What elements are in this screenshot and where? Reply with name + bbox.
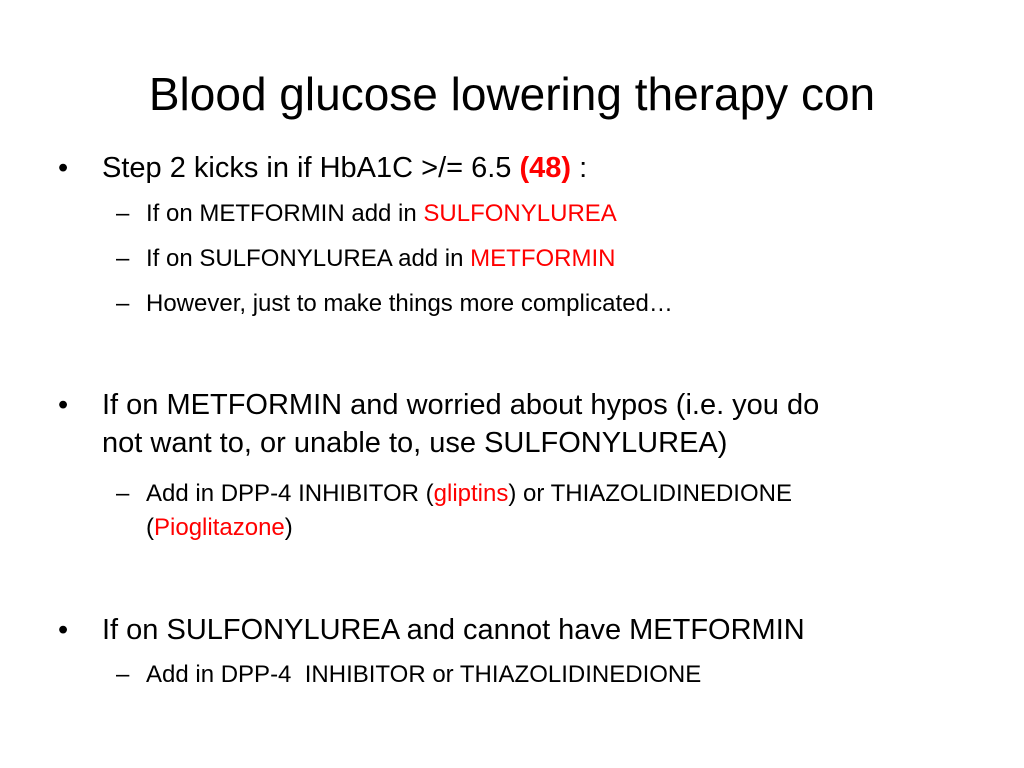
subitem-text: Add in DPP-4 INHIBITOR (: [146, 480, 434, 507]
bullet-text-suffix: :: [571, 152, 588, 184]
bullet-text: If on SULFONYLUREA and cannot have METFORMIN: [102, 614, 805, 646]
subitem-line-2: [146, 511, 976, 545]
subitem-text: Add in DPP-4 INHIBITOR or THIAZOLIDINEDIONE: [146, 661, 702, 688]
bullet-icon: •: [58, 152, 69, 184]
bullet-icon: •: [58, 614, 69, 646]
subitem-text: If on METFORMIN add in: [146, 200, 424, 227]
subitem-complicated: [116, 287, 976, 321]
bullet-item-sulfonylurea-no-metformin: [58, 611, 982, 649]
subitem-line-1: [146, 477, 976, 511]
subitem-text: ): [284, 514, 293, 541]
bullet-line-1: If on METFORMIN and worried about hypos (i.e. you do: [102, 389, 820, 421]
subitem-highlight: METFORMIN: [470, 245, 616, 272]
bullet-item-step2: [58, 149, 982, 187]
dash-icon: –: [116, 290, 130, 317]
subitem-text: However, just to make things more complicated…: [146, 290, 673, 317]
pioglitazone-highlight: Pioglitazone: [154, 514, 285, 541]
dash-icon: –: [116, 200, 130, 227]
bullet-text: Step 2 kicks in if HbA1C >/= 6.5: [102, 152, 520, 184]
bullet-icon: •: [58, 389, 69, 421]
subitem-text: If on SULFONYLUREA add in: [146, 245, 471, 272]
dash-icon: –: [116, 245, 130, 272]
bullet-item-metformin-hypos: [58, 386, 982, 462]
subitem-dpp4-or-tzd: [116, 477, 976, 545]
subitem-sulfonylurea-add: [116, 242, 976, 276]
bullet-line-2: not want to, or unable to, use SULFONYLUREA): [102, 427, 728, 459]
subitem-metformin-add: [116, 197, 976, 231]
subitem-dpp4-or-tzd-2: [116, 658, 976, 692]
hba1c-mmol-highlight: (48): [519, 152, 572, 184]
dash-icon: –: [116, 661, 130, 688]
slide-title: Blood glucose lowering therapy con: [148, 68, 876, 120]
subitem-text: (: [146, 514, 154, 541]
dash-icon: –: [116, 480, 130, 507]
subitem-highlight: SULFONYLUREA: [423, 200, 617, 227]
gliptins-highlight: gliptins: [433, 480, 509, 507]
subitem-text: ) or THIAZOLIDINEDIONE: [508, 480, 792, 507]
